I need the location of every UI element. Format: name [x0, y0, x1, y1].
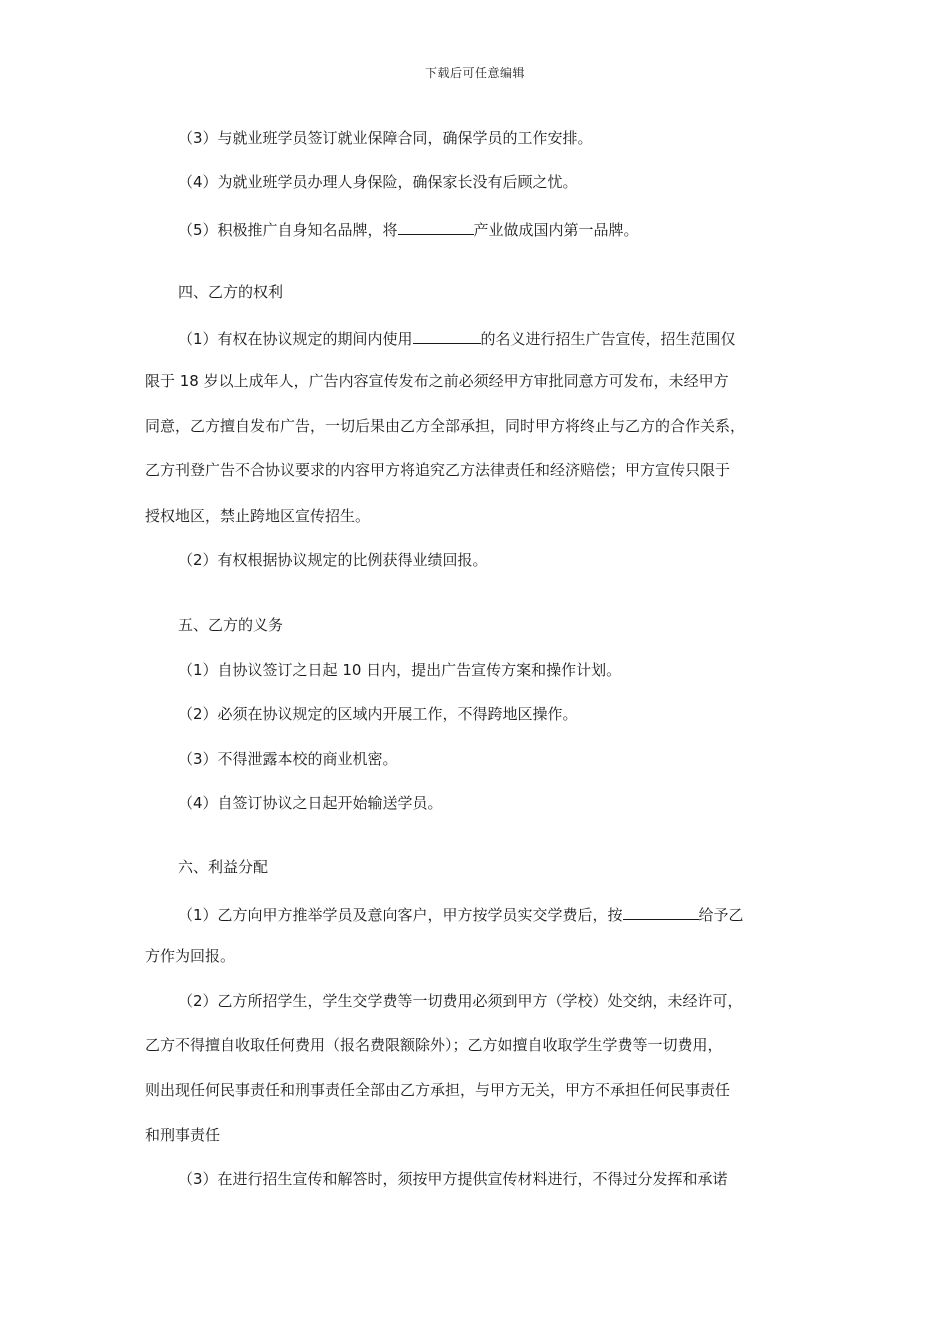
- fill-in-blank: [413, 326, 481, 344]
- paragraph-line: （4）自签订协议之日起开始输送学员。: [178, 794, 443, 812]
- paragraph-line: （3）与就业班学员签订就业保障合同，确保学员的工作安排。: [178, 129, 593, 147]
- fill-in-blank: [398, 217, 474, 235]
- paragraph-line: 授权地区，禁止跨地区宣传招生。: [145, 507, 371, 525]
- paragraph-line: 和刑事责任: [145, 1126, 221, 1144]
- fill-in-blank: [623, 902, 699, 920]
- paragraph-line: （4）为就业班学员办理人身保险，确保家长没有后顾之忧。: [178, 173, 578, 191]
- paragraph-line: （1）有权在协议规定的期间内使用 的名义进行招生广告宣传，招生范围仅: [178, 326, 858, 349]
- paragraph-line: （5）积极推广自身知名品牌，将 产业做成国内第一品牌。: [178, 217, 858, 240]
- paragraph-line: 限于 18 岁以上成年人，广告内容宣传发布之前必须经甲方审批同意方可发布，未经甲方: [145, 372, 729, 390]
- paragraph-line: （3）不得泄露本校的商业机密。: [178, 750, 398, 768]
- section-heading: 六、利益分配: [178, 858, 269, 876]
- paragraph-line: （2）乙方所招学生，学生交学费等一切费用必须到甲方（学校）处交纳，未经许可，: [178, 992, 743, 1010]
- paragraph-line: （2）必须在协议规定的区域内开展工作，不得跨地区操作。: [178, 705, 578, 723]
- paragraph-line: （1）自协议签订之日起 10 日内，提出广告宣传方案和操作计划。: [178, 661, 622, 679]
- paragraph-line: （2）有权根据协议规定的比例获得业绩回报。: [178, 551, 488, 569]
- paragraph-line: 乙方不得擅自收取任何费用（报名费限额除外）；乙方如擅自收取学生学费等一切费用，: [145, 1036, 723, 1054]
- paragraph-line: （1）乙方向甲方推举学员及意向客户，甲方按学员实交学费后，按 给予乙: [178, 902, 858, 925]
- paragraph-line: 乙方刊登广告不合协议要求的内容甲方将追究乙方法律责任和经济赔偿；甲方宣传只限于: [145, 461, 731, 479]
- paragraph-line: 方作为回报。: [145, 947, 236, 965]
- page-header: 下载后可任意编辑: [424, 66, 525, 80]
- paragraph-line: （3）在进行招生宣传和解答时，须按甲方提供宣传材料进行，不得过分发挥和承诺: [178, 1170, 728, 1188]
- paragraph-line: 同意，乙方擅自发布广告，一切后果由乙方全部承担，同时甲方将终止与乙方的合作关系，: [145, 417, 746, 435]
- section-heading: 四、乙方的权利: [178, 283, 284, 301]
- section-heading: 五、乙方的义务: [178, 616, 284, 634]
- paragraph-line: 则出现任何民事责任和刑事责任全部由乙方承担，与甲方无关，甲方不承担任何民事责任: [145, 1081, 731, 1099]
